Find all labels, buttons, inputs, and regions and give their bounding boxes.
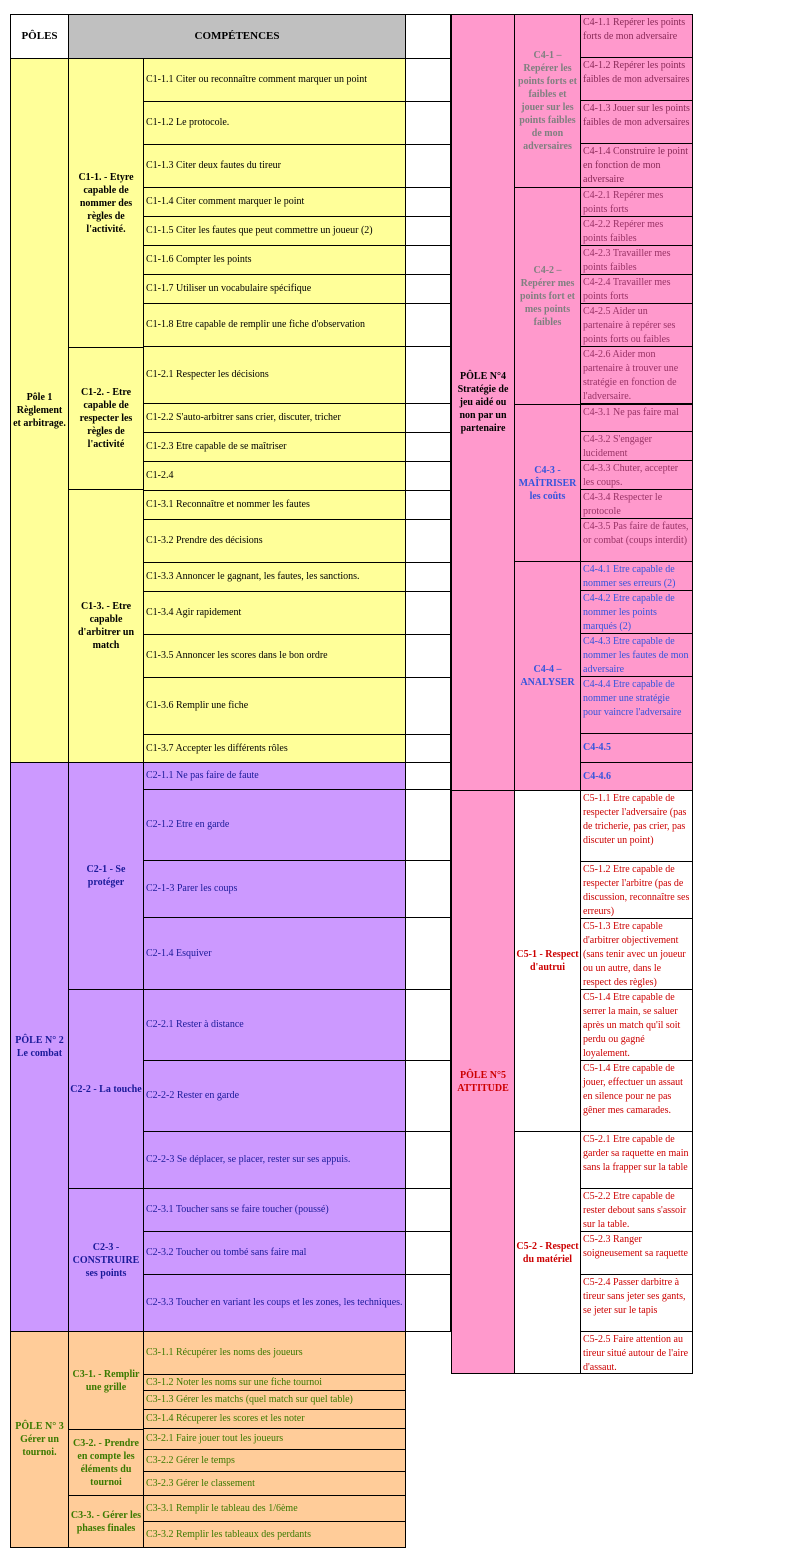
pole5-item-10: C5-2.5 Faire attention au tireur situé autour de l'aire d'assaut. bbox=[580, 1331, 693, 1374]
pole3-item-4: C3-1.4 Récuperer les scores et les noter bbox=[143, 1409, 406, 1429]
pole1-item-12: C1-2.4 bbox=[143, 461, 406, 491]
pole1-item-18: C1-3.6 Remplir une fiche bbox=[143, 677, 406, 735]
pole5-item-1: C5-1.1 Etre capable de respecter l'adversaire (pas de tricherie, pas crier, pas discuter un point) bbox=[580, 790, 693, 862]
empty-cell bbox=[405, 432, 451, 462]
pole2-item-7: C2-2-3 Se déplacer, se placer, rester sur ses appuis. bbox=[143, 1131, 406, 1189]
pole5-item-9: C5-2.4 Passer darbitre à tireur sans jeter ses gants, se jeter sur le tapis bbox=[580, 1274, 693, 1332]
pole4-item-15: C4-3.5 Pas faire de fautes, or combat (coups interdit) bbox=[580, 518, 693, 562]
empty-cell bbox=[405, 789, 451, 861]
pole2-item-8: C2-3.1 Toucher sans se faire toucher (poussé) bbox=[143, 1188, 406, 1232]
pole3-item-6: C3-2.2 Gérer le temps bbox=[143, 1449, 406, 1472]
c1-2-group: C1-2. - Etre capable de respecter les règles de l'activité bbox=[68, 347, 144, 490]
pole4-item-1: C4-1.1 Repérer les points forts de mon adversaire bbox=[580, 14, 693, 58]
c3-1-group: C3-1. - Remplir une grille bbox=[68, 1331, 144, 1430]
empty-cell bbox=[405, 144, 451, 188]
pole1-item-15: C1-3.3 Annoncer le gagnant, les fautes, les sanctions. bbox=[143, 562, 406, 592]
empty-cell bbox=[405, 245, 451, 275]
pole1-item-8: C1-1.8 Etre capable de remplir une fiche d'observation bbox=[143, 303, 406, 347]
pole3-item-8: C3-3.1 Remplir le tableau des 1/6ème bbox=[143, 1495, 406, 1522]
pole1-item-5: C1-1.5 Citer les fautes que peut commettre un joueur (2) bbox=[143, 216, 406, 246]
pole2-item-2: C2-1.2 Etre en garde bbox=[143, 789, 406, 861]
pole2-item-4: C2-1.4 Esquiver bbox=[143, 917, 406, 990]
empty-cell bbox=[405, 461, 451, 491]
pole4-item-16: C4-4.1 Etre capable de nommer ses erreurs (2) bbox=[580, 561, 693, 591]
empty-cell bbox=[405, 274, 451, 304]
pole5-item-8: C5-2.3 Ranger soigneusement sa raquette bbox=[580, 1231, 693, 1275]
c2-1-group: C2-1 - Se protéger bbox=[68, 762, 144, 990]
empty-cell bbox=[405, 860, 451, 918]
pole1-item-10: C1-2.2 S'auto-arbitrer sans crier, discuter, tricher bbox=[143, 403, 406, 433]
pole3-item-5: C3-2.1 Faire jouer tout les joueurs bbox=[143, 1428, 406, 1450]
pole4-item-10: C4-2.6 Aider mon partenaire à trouver une stratégie en fonction de l'adversaire. bbox=[580, 346, 693, 404]
pole1-item-11: C1-2.3 Etre capable de se maîtriser bbox=[143, 432, 406, 462]
pole3-item-7: C3-2.3 Gérer le classement bbox=[143, 1471, 406, 1496]
c4-3-group: C4-3 - MAÎTRISER les coûts bbox=[514, 404, 581, 562]
pole1-title: Pôle 1 Règlement et arbitrage. bbox=[10, 58, 69, 763]
c2-3-group: C2-3 - CONSTRUIRE ses points bbox=[68, 1188, 144, 1332]
pole2-item-10: C2-3.3 Toucher en variant les coups et les zones, les techniques. bbox=[143, 1274, 406, 1332]
empty-cell bbox=[405, 1274, 451, 1332]
pole5-item-3: C5-1.3 Etre capable d'arbitrer objectivement (sans tenir avec un joueur ou un autre, dans le respect des règles) bbox=[580, 918, 693, 990]
pole4-item-11: C4-3.1 Ne pas faire mal bbox=[580, 404, 693, 432]
empty-cell bbox=[405, 917, 451, 990]
empty-cell bbox=[405, 403, 451, 433]
empty-cell bbox=[405, 14, 451, 59]
empty-cell bbox=[405, 216, 451, 246]
pole5-title: PÔLE N°5 ATTITUDE bbox=[451, 790, 515, 1374]
c5-2-group: C5-2 - Respect du matériel bbox=[514, 1131, 581, 1374]
pole1-item-1: C1-1.1 Citer ou reconnaître comment marquer un point bbox=[143, 58, 406, 102]
pole2-item-9: C2-3.2 Toucher ou tombé sans faire mal bbox=[143, 1231, 406, 1275]
header-poles: PÔLES bbox=[10, 14, 69, 59]
pole3-item-9: C3-3.2 Remplir les tableaux des perdants bbox=[143, 1521, 406, 1548]
pole4-item-5: C4-2.1 Repérer mes points forts bbox=[580, 187, 693, 217]
pole4-item-3: C4-1.3 Jouer sur les points faibles de mon adversaires bbox=[580, 100, 693, 144]
empty-cell bbox=[405, 490, 451, 520]
empty-cell bbox=[405, 1131, 451, 1189]
pole4-item-4: C4-1.4 Construire le point en fonction de mon adversaire bbox=[580, 143, 693, 188]
pole3-item-1: C3-1.1 Récupérer les noms des joueurs bbox=[143, 1331, 406, 1375]
pole4-item-2: C4-1.2 Repérer les points faibles de mon adversaires bbox=[580, 57, 693, 101]
empty-cell bbox=[405, 187, 451, 217]
pole1-item-16: C1-3.4 Agir rapidement bbox=[143, 591, 406, 635]
c4-4-group: C4-4 – ANALYSER bbox=[514, 561, 581, 791]
pole5-item-7: C5-2.2 Etre capable de rester debout sans s'assoir sur la table. bbox=[580, 1188, 693, 1232]
pole4-item-9: C4-2.5 Aider un partenaire à repérer ses points forts ou faibles bbox=[580, 303, 693, 347]
empty-cell bbox=[405, 1231, 451, 1275]
pole1-item-7: C1-1.7 Utiliser un vocabulaire spécifique bbox=[143, 274, 406, 304]
header-competences: COMPÉTENCES bbox=[68, 14, 406, 59]
pole4-item-7: C4-2.3 Travailler mes points faibles bbox=[580, 245, 693, 275]
c5-1-group: C5-1 - Respect d'autrui bbox=[514, 790, 581, 1132]
pole1-item-2: C1-1.2 Le protocole. bbox=[143, 101, 406, 145]
pole1-item-3: C1-1.3 Citer deux fautes du tireur bbox=[143, 144, 406, 188]
empty-cell bbox=[405, 58, 451, 102]
pole4-item-14: C4-3.4 Respecter le protocole bbox=[580, 489, 693, 519]
c2-2-group: C2-2 - La touche bbox=[68, 989, 144, 1189]
c3-3-group: C3-3. - Gérer les phases finales bbox=[68, 1495, 144, 1548]
empty-cell bbox=[405, 762, 451, 790]
pole2-title: PÔLE N° 2 Le combat bbox=[10, 762, 69, 1332]
c3-2-group: C3-2. - Prendre en compte les éléments du tournoi bbox=[68, 1429, 144, 1496]
empty-cell bbox=[405, 303, 451, 347]
empty-cell bbox=[405, 562, 451, 592]
empty-cell bbox=[405, 1188, 451, 1232]
pole4-item-13: C4-3.3 Chuter, accepter les coups. bbox=[580, 460, 693, 490]
pole1-item-13: C1-3.1 Reconnaître et nommer les fautes bbox=[143, 490, 406, 520]
c1-3-group: C1-3. - Etre capable d'arbitrer un match bbox=[68, 489, 144, 763]
pole2-item-1: C2-1.1 Ne pas faire de faute bbox=[143, 762, 406, 790]
empty-cell bbox=[405, 591, 451, 635]
pole5-item-6: C5-2.1 Etre capable de garder sa raquette en main sans la frapper sur la table bbox=[580, 1131, 693, 1189]
pole4-item-8: C4-2.4 Travailler mes points forts bbox=[580, 274, 693, 304]
pole1-item-17: C1-3.5 Annoncer les scores dans le bon ordre bbox=[143, 634, 406, 678]
pole1-item-4: C1-1.4 Citer comment marquer le point bbox=[143, 187, 406, 217]
empty-cell bbox=[405, 677, 451, 735]
pole2-item-3: C2-1-3 Parer les coups bbox=[143, 860, 406, 918]
empty-cell bbox=[405, 634, 451, 678]
empty-cell bbox=[405, 1060, 451, 1132]
pole2-item-5: C2-2.1 Rester à distance bbox=[143, 989, 406, 1061]
pole1-item-6: C1-1.6 Compter les points bbox=[143, 245, 406, 275]
pole4-item-6: C4-2.2 Repérer mes points faibles bbox=[580, 216, 693, 246]
pole4-item-17: C4-4.2 Etre capable de nommer les points marqués (2) bbox=[580, 590, 693, 634]
c1-1-group: C1-1. - Etyre capable de nommer des règles de l'activité. bbox=[68, 58, 144, 348]
pole5-item-2: C5-1.2 Etre capable de respecter l'arbitre (pas de discussion, reconnaître ses erreurs) bbox=[580, 861, 693, 919]
pole3-item-2: C3-1.2 Noter les noms sur une fiche tournoi bbox=[143, 1374, 406, 1391]
c4-1-group: C4-1 – Repérer les points forts et faibles et jouer sur les points faibles de mon adversaires bbox=[514, 14, 581, 188]
empty-cell bbox=[405, 734, 451, 763]
pole2-item-6: C2-2-2 Rester en garde bbox=[143, 1060, 406, 1132]
pole5-item-5: C5-1.4 Etre capable de jouer, effectuer un assaut en silence pour ne pas gêner mes camarades. bbox=[580, 1060, 693, 1132]
empty-cell bbox=[405, 519, 451, 563]
pole3-item-3: C3-1.3 Gérer les matchs (quel match sur quel table) bbox=[143, 1390, 406, 1410]
pole4-item-21: C4-4.6 bbox=[580, 762, 693, 791]
pole1-item-14: C1-3.2 Prendre des décisions bbox=[143, 519, 406, 563]
empty-cell bbox=[405, 101, 451, 145]
pole4-item-12: C4-3.2 S'engager lucidement bbox=[580, 431, 693, 461]
empty-cell bbox=[405, 346, 451, 404]
empty-cell bbox=[405, 989, 451, 1061]
pole4-title: PÔLE N°4 Stratégie de jeu aidé ou non par un partenaire bbox=[451, 14, 515, 791]
pole1-item-19: C1-3.7 Accepter les différents rôles bbox=[143, 734, 406, 763]
c4-2-group: C4-2 – Repérer mes points fort et mes points faibles bbox=[514, 187, 581, 405]
pole1-item-9: C1-2.1 Respecter les décisions bbox=[143, 346, 406, 404]
pole4-item-20: C4-4.5 bbox=[580, 733, 693, 763]
pole4-item-18: C4-4.3 Etre capable de nommer les fautes de mon adversaire bbox=[580, 633, 693, 677]
pole3-title: PÔLE N° 3 Gérer un tournoi. bbox=[10, 1331, 69, 1548]
pole4-item-19: C4-4.4 Etre capable de nommer une stratégie pour vaincre l'adversaire bbox=[580, 676, 693, 734]
pole5-item-4: C5-1.4 Etre capable de serrer la main, se saluer après un match qu'il soit perdu ou gagné loyalement. bbox=[580, 989, 693, 1061]
